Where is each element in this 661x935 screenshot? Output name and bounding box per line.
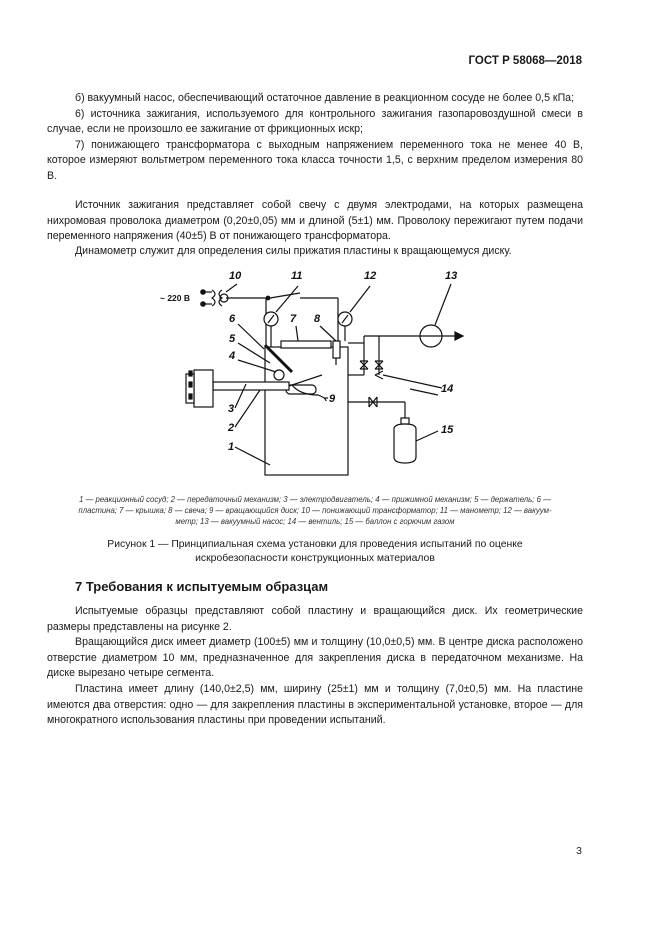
gas-cylinder [394, 424, 416, 463]
label-4: 4 [229, 350, 236, 362]
label-13: 13 [445, 270, 458, 282]
switch [270, 293, 300, 298]
label-2: 2 [228, 422, 235, 434]
paragraph: Испытуемые образцы представляют собой пластину и вращающийся диск. Их геометрические размеры представлены на рисунке 2. [47, 605, 583, 633]
caption-line: искробезопасности конструкционных материалов [195, 553, 435, 564]
voltage-label: ~ 220 В [160, 293, 191, 303]
label-6: 6 [229, 313, 236, 325]
label-15: 15 [441, 424, 454, 436]
legend-line: метр; 13 — вакуумный насос; 14 — вентиль; 15 — баллон с горючим газом [175, 517, 455, 526]
paragraph: Пластина имеет длину (140,0±2,5) мм, ширину (25±1) мм и толщину (7,0±0,5) мм. На пластине имеются два отверстия: одно — для закрепления пластины в экспериментальной установке, второе — для многократного использования пластины при проведении испытаний. [47, 682, 583, 727]
lid [281, 341, 331, 348]
label-10: 10 [229, 270, 242, 282]
figure-legend [47, 494, 583, 527]
spark-plug [333, 341, 340, 358]
label-3: 3 [228, 403, 235, 415]
reaction-vessel [265, 347, 348, 475]
transmission-shaft [213, 382, 289, 390]
label-8: 8 [314, 313, 321, 325]
rotating-disk-housing [286, 385, 316, 394]
label-12: 12 [364, 270, 377, 282]
label-1: 1 [228, 441, 235, 453]
section-body [47, 604, 583, 729]
list-item: 7) понижающего трансформатора с выходным напряжением переменного тока не менее 40 В, которое измеряют вольтметром переменного тока класса точности 1,5, с верхним пределом измерения 80 В. [47, 138, 583, 182]
paragraph: Вращающийся диск имеет диаметр (100±5) мм и толщину (10,0±0,5) мм. В центре диска расположено отверстие диаметром 10 мм, предназначенное для закрепления диска в передаточном механизме. На диске вырезано четыре сегмента. [47, 636, 583, 680]
paragraph: Динамометр служит для определения силы прижатия пластины к вращающемуся диску. [75, 245, 512, 257]
section-title: 7 Требования к испытуемым образцам [75, 579, 329, 594]
caption-line: Рисунок 1 — Принципиальная схема установки для проведения испытаний по оценке [107, 539, 523, 550]
figure-caption [47, 538, 583, 566]
paragraph: Источник зажигания представляет собой свечу с двумя электродами, на которых размещена нихромовая проволока диаметром (0,20±0,05) мм и длиной (5±1) мм. Проволоку пережигают путем подачи переменного напряжения (40±5) В от понижающего трансформатора. [47, 199, 583, 243]
label-5: 5 [229, 333, 236, 345]
label-14: 14 [441, 383, 454, 395]
plate [265, 345, 292, 372]
electric-motor [194, 370, 213, 407]
list-item: 6) источника зажигания, используемого для контрольного зажигания газопаровоздушной смеси в случае, если не произошло ее зажигание от фрикционных искр; [47, 107, 583, 136]
legend-line: 1 — реакционный сосуд; 2 — передаточный механизм; 3 — электродвигатель; 4 — прижимной механизм; 5 — держатель; 6 — [79, 495, 551, 504]
legend-line: пластина; 7 — крышка; 8 — свеча; 9 — вращающийся диск; 10 — понижающий трансформатор; 11 — манометр; 12 — вакуум- [78, 506, 552, 515]
document-header: ГОСТ Р 58068—2018 [468, 55, 582, 67]
label-7: 7 [290, 313, 297, 325]
page-number: 3 [576, 845, 582, 857]
label-11: 11 [291, 270, 303, 282]
label-9: 9 [329, 393, 336, 405]
list-item: б) вакуумный насос, обеспечивающий остаточное давление в реакционном сосуде не более 0,5 кПа; [75, 92, 575, 104]
